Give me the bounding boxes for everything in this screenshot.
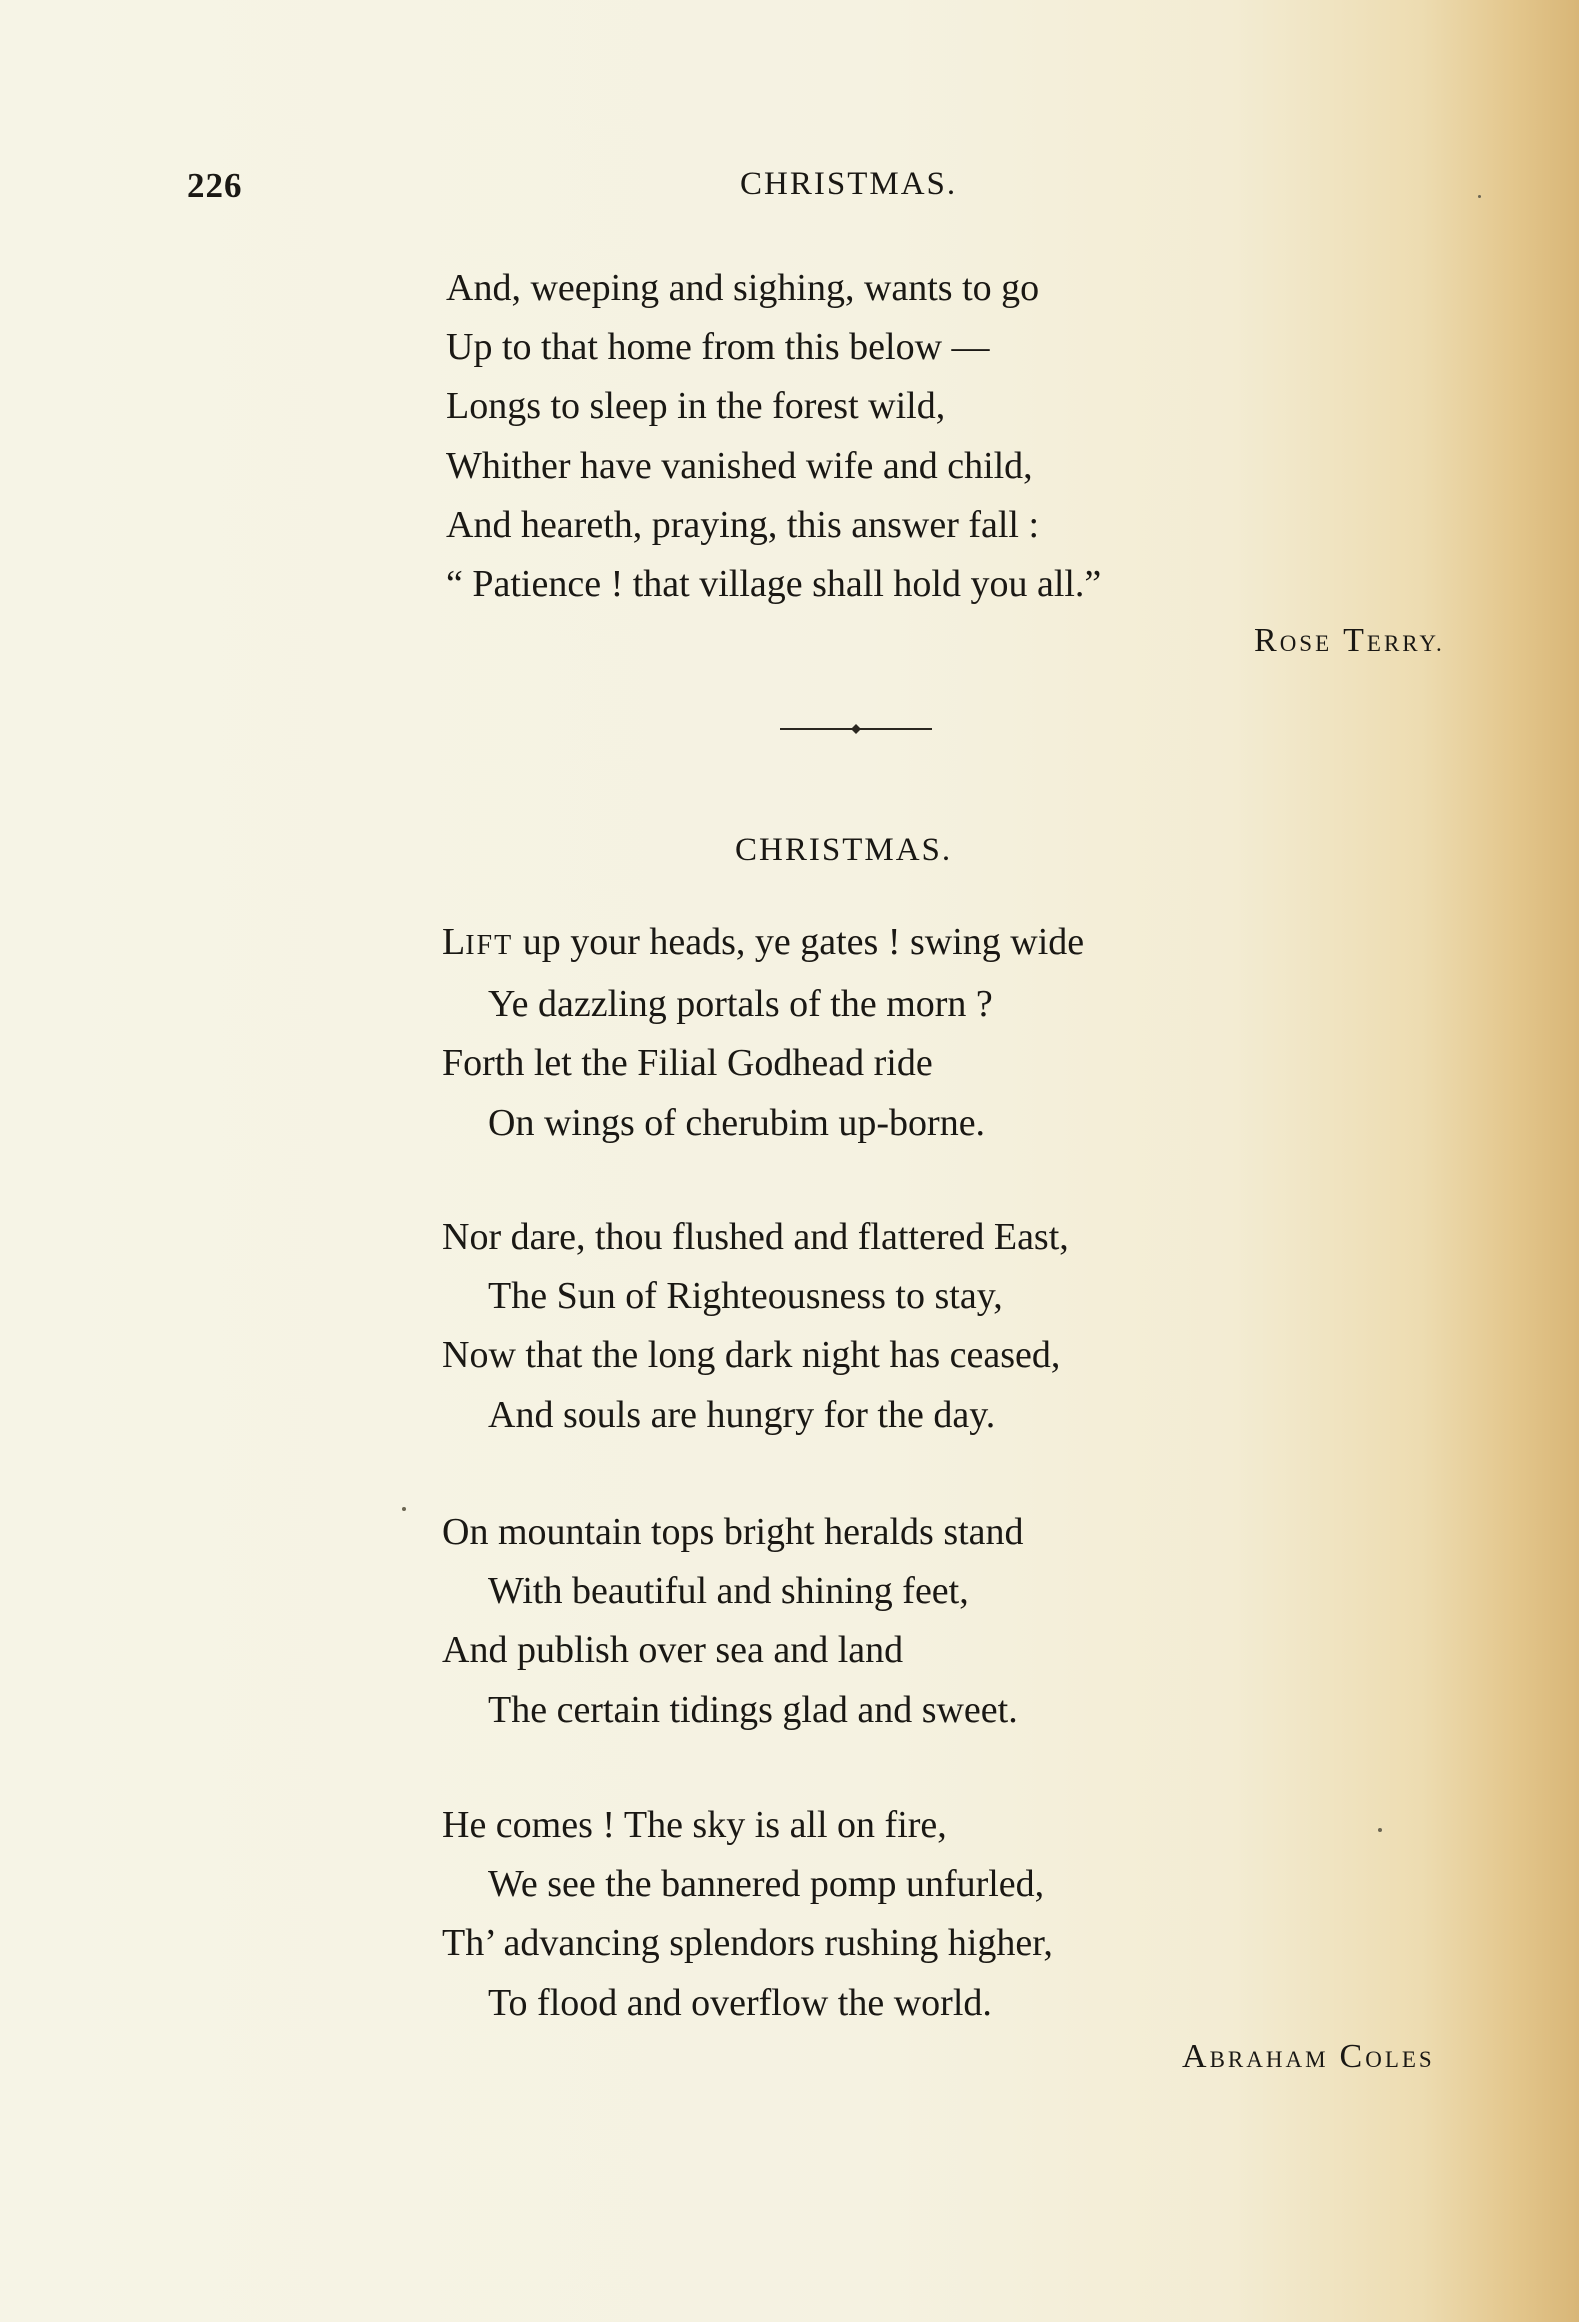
poem-line: Th’ advancing splendors rushing higher,	[442, 1922, 1053, 1965]
poem-line: Forth let the Filial Godhead ride	[442, 1042, 933, 1085]
poem-line: He comes ! The sky is all on fire,	[442, 1804, 947, 1846]
poem-line: Up to that home from this below —	[446, 326, 990, 369]
poem1-stanza	[446, 259, 1101, 614]
poem-line: Whither have vanished wife and child,	[446, 444, 1033, 487]
poem2-stanza-2	[442, 1208, 1069, 1445]
poem-line: And publish over sea and land	[442, 1629, 904, 1672]
poem2-author: ABRAHAM COLES	[1182, 2038, 1435, 2075]
poem-line: Ye dazzling portals of the morn ?	[488, 983, 993, 1026]
poem-line: We see the bannered pomp unfurled,	[488, 1863, 1045, 1906]
paper-speck	[1378, 1828, 1382, 1832]
drop-initial: L	[442, 921, 466, 963]
poem1-author: ROSE TERRY.	[1254, 622, 1445, 659]
poem-line: “ Patience ! that village shall hold you all.”	[446, 563, 1102, 606]
poem-line: Nor dare, thou flushed and flattered East,	[442, 1216, 1069, 1258]
paper-speck	[402, 1507, 406, 1511]
poem-line: To flood and overflow the world.	[488, 1981, 992, 2024]
poem-line: Now that the long dark night has ceased,	[442, 1334, 1061, 1377]
page-header	[0, 166, 1579, 216]
poem-title: CHRISTMAS.	[735, 832, 953, 868]
poem2-stanza-3	[442, 1503, 1024, 1740]
poem-line: On mountain tops bright heralds stand	[442, 1511, 1024, 1553]
poem-line: With beautiful and shining feet,	[488, 1570, 969, 1613]
poem-line: And souls are hungry for the day.	[488, 1393, 996, 1436]
poem-line: Longs to sleep in the forest wild,	[446, 385, 946, 428]
poem2-stanza-4	[442, 1796, 1053, 2033]
poem-line: On wings of cherubim up-borne.	[488, 1101, 986, 1144]
poem-line: The certain tidings glad and sweet.	[488, 1688, 1018, 1731]
section-divider	[780, 722, 932, 736]
page-number: 226	[187, 166, 243, 205]
poem-line: And heareth, praying, this answer fall :	[446, 503, 1040, 546]
poem2-stanza-1	[442, 913, 1084, 1153]
paper-speck	[1478, 195, 1481, 198]
poem-line: And, weeping and sighing, wants to go	[446, 267, 1040, 309]
poem-line: The Sun of Righteousness to stay,	[488, 1275, 1003, 1318]
running-title: CHRISTMAS.	[740, 166, 958, 202]
poem-line: LIFT up your heads, ye gates ! swing wide	[442, 921, 1085, 963]
